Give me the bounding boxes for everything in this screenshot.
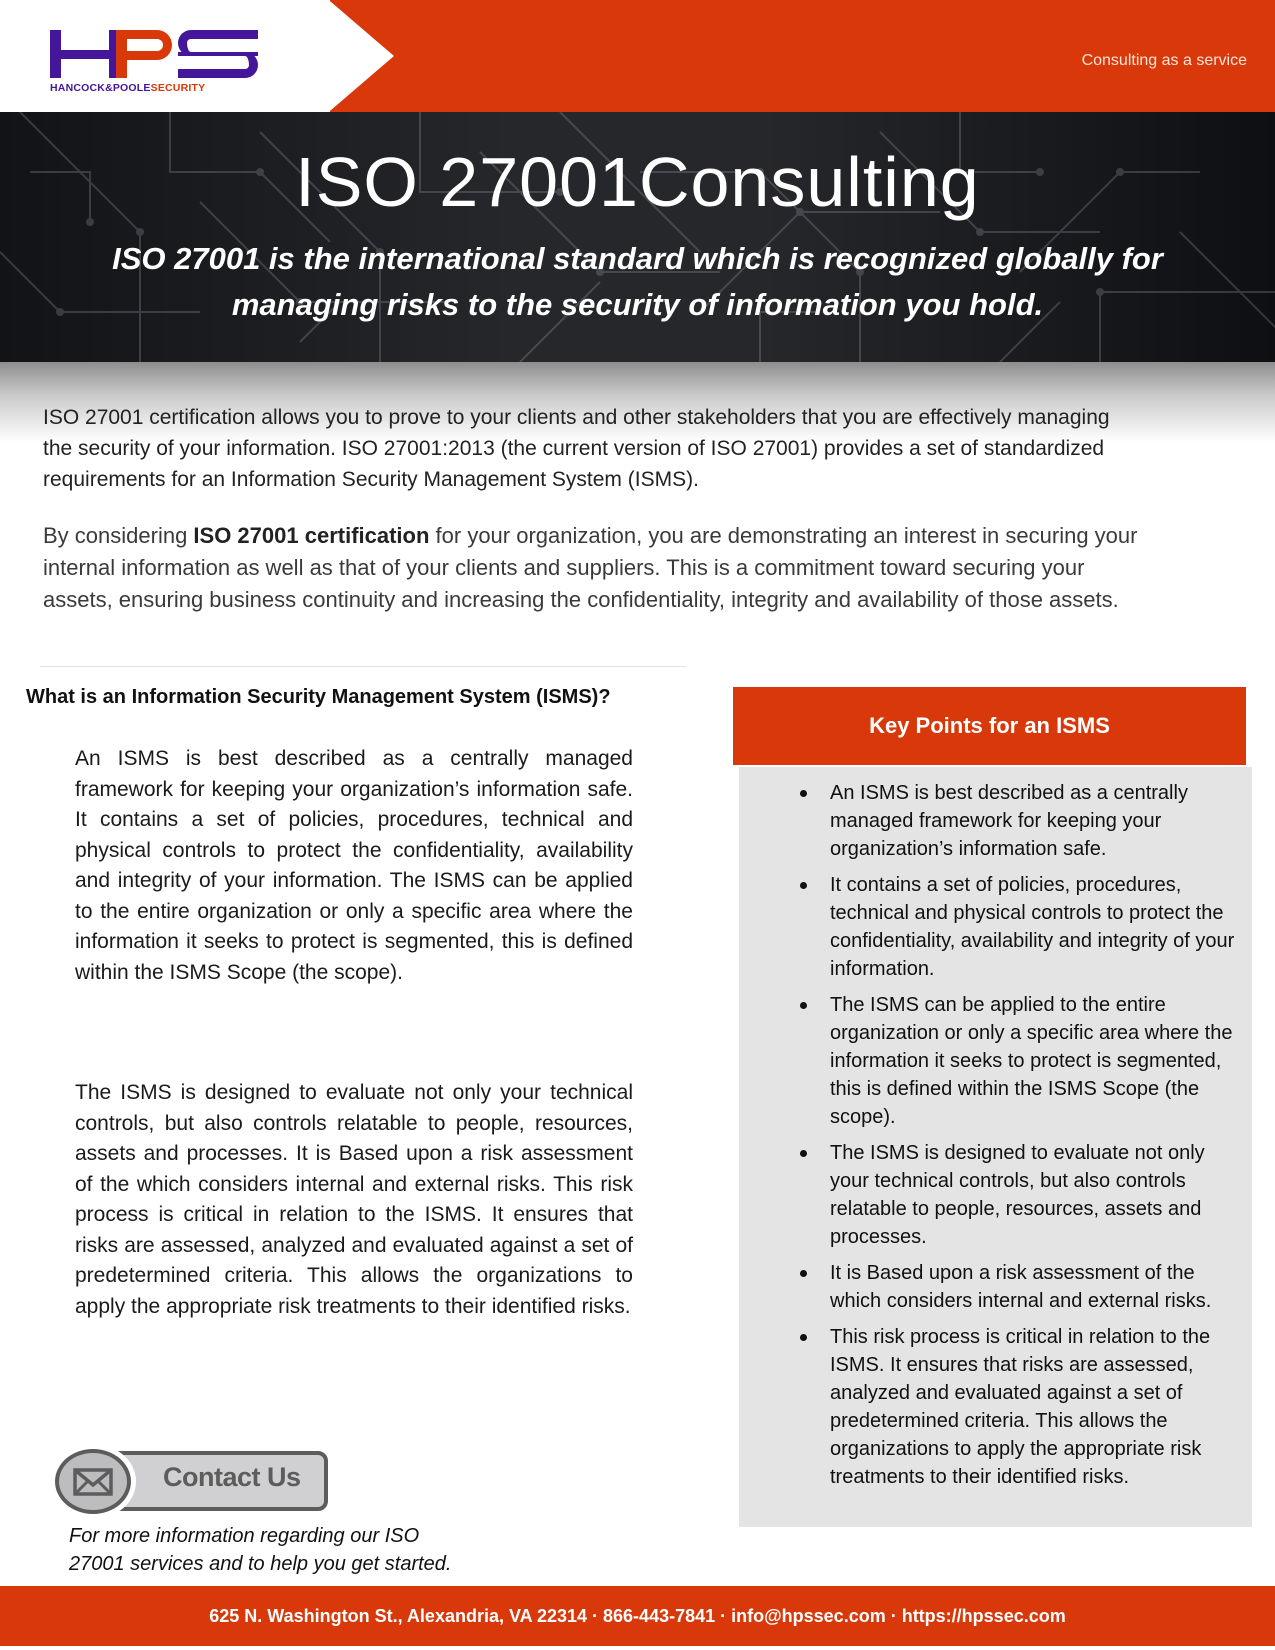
header-tagline: Consulting as a service: [1081, 52, 1247, 69]
isms-section-heading: What is an Information Security Management System (ISMS)?: [26, 686, 611, 708]
hero-subtitle: ISO 27001 is the international standard which is recognized globally for managing risks to the security of information you hold.: [112, 241, 1163, 322]
bullet-icon: [800, 790, 807, 797]
logo-letter-h: [50, 30, 120, 78]
key-point-text: An ISMS is best described as a centrally managed framework for keeping your organization’s information safe.: [830, 782, 1188, 860]
contact-icon-circle: [55, 1449, 131, 1514]
bullet-icon: [800, 1150, 807, 1157]
company-logo[interactable]: [50, 26, 260, 98]
key-point-item: [739, 779, 1252, 863]
key-points-list: [739, 779, 1252, 1499]
key-point-text: The ISMS can be applied to the entire organization or only a specific area where the information it seeks to protect is segmented, this is defined within the ISMS Scope (the scope).: [830, 994, 1233, 1128]
key-point-item: [739, 871, 1252, 983]
logo-mark: [50, 26, 258, 78]
logo-name-part1: HANCOCK&POOLE: [50, 82, 151, 94]
logo-name-part2: SECURITY: [150, 82, 206, 94]
footer-contact-bar: 625 N. Washington St., Alexandria, VA 22314 · 866-443-7841 · info@hpssec.com · https://hpssec.com: [0, 1586, 1275, 1646]
logo-letter-p: [116, 30, 176, 78]
bullet-icon: [800, 1334, 807, 1341]
key-point-item: [739, 991, 1252, 1131]
bullet-icon: [800, 1270, 807, 1277]
envelope-icon: [73, 1468, 113, 1496]
bullet-icon: [800, 1002, 807, 1009]
logo-company-name: [50, 82, 205, 94]
bullet-icon: [800, 882, 807, 889]
key-point-text: It contains a set of policies, procedures, technical and physical controls to protect the confidentiality, availability and integrity of your information.: [830, 874, 1235, 980]
intro-paragraph-2: [43, 520, 1143, 616]
key-point-text: This risk process is critical in relation to the ISMS. It ensures that risks are assessed, analyzed and evaluated against a set of predetermined criteria. This allows the organizations to apply the appropriate risk treatments to their identified risks.: [830, 1326, 1211, 1488]
intro-p2-bold: ISO 27001 certification: [193, 523, 430, 548]
hero-banner: [0, 112, 1275, 362]
key-point-text: It is Based upon a risk assessment of the which considers internal and external risks.: [830, 1262, 1212, 1312]
logo-letter-s: [178, 30, 258, 78]
isms-paragraph-2: The ISMS is designed to evaluate not only your technical controls, but also controls relatable to people, resources, assets and processes. It is Based upon a risk assessment of the which considers internal and external risks. This risk process is critical in relation to the ISMS. It ensures that risks are assessed, analyzed and evaluated against a set of predetermined criteria. This allows the organizations to apply the appropriate risk treatments to their identified risks.: [75, 1081, 633, 1318]
page-title: ISO 27001Consulting: [295, 143, 980, 221]
intro-p2-prefix: By considering: [43, 523, 194, 548]
key-point-item: [739, 1259, 1252, 1315]
isms-paragraph-1: An ISMS is best described as a centrally managed framework for keeping your organization’s information safe. It contains a set of policies, procedures, technical and physical controls to protect the confidentiality, availability and integrity of your information. The ISMS can be applied to the entire organization or only a specific area where the information it seeks to protect is segmented, this is defined within the ISMS Scope (the scope).: [75, 747, 633, 984]
section-divider: [40, 666, 686, 667]
contact-button-label: Contact Us: [163, 1462, 301, 1492]
key-point-item: [739, 1323, 1252, 1491]
contact-note: For more information regarding our ISO 27001 services and to help you get started.: [69, 1525, 452, 1575]
key-points-header: Key Points for an ISMS: [733, 687, 1246, 765]
intro-p2-suffix: for your organization, you are demonstrating an interest in securing your internal information as well as that of your clients and suppliers. This is a commitment toward securing your assets, ensuring business continuity and increasing the confidentiality, integrity and availability of those assets.: [43, 523, 1138, 612]
key-points-panel: [739, 767, 1252, 1527]
key-point-item: [739, 1139, 1252, 1251]
intro-paragraph-1: ISO 27001 certification allows you to prove to your clients and other stakeholders that you are effectively managing the security of your information. ISO 27001:2013 (the current version of ISO 27001) provides a set of standardized requirements for an Information Security Management System (ISMS).: [43, 406, 1110, 491]
contact-us-button[interactable]: [55, 1449, 330, 1514]
key-point-text: The ISMS is designed to evaluate not only your technical controls, but also controls relatable to people, resources, assets and processes.: [830, 1142, 1205, 1248]
